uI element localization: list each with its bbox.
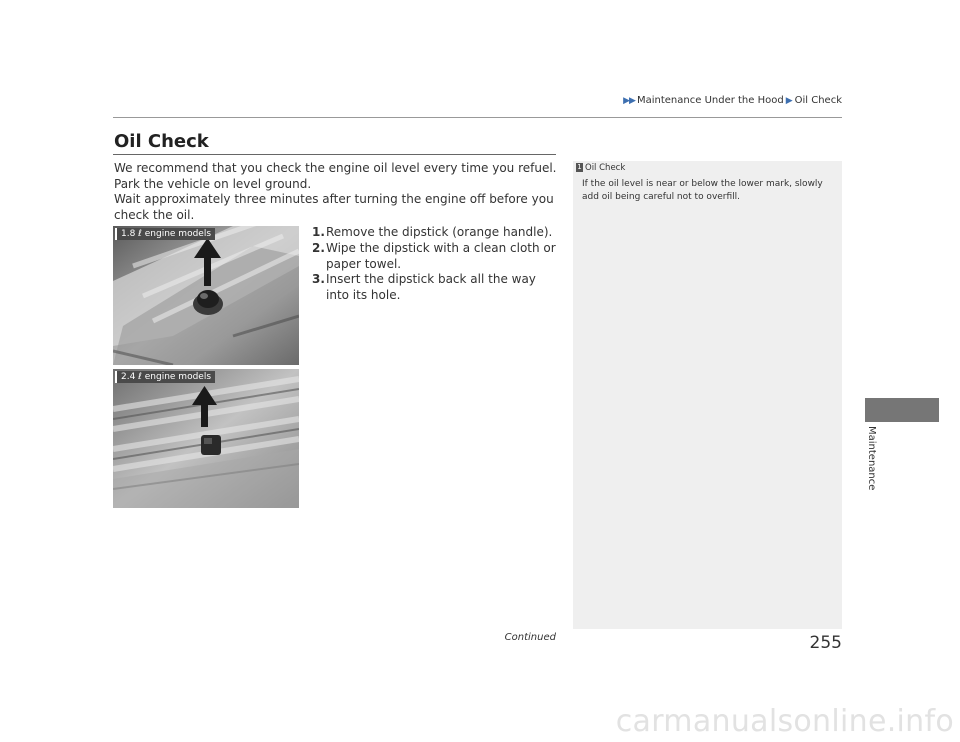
header-divider bbox=[113, 117, 842, 118]
step-text: Insert the dipstick back all the way into its hole. bbox=[326, 272, 536, 303]
intro-text bbox=[114, 161, 560, 224]
intro-paragraph: We recommend that you check the engine oil level every time you refuel. bbox=[114, 161, 557, 175]
chapter-label bbox=[866, 426, 880, 494]
breadcrumb-current: Oil Check bbox=[794, 95, 842, 106]
page-number: 255 bbox=[809, 633, 842, 653]
arrow-icon: ▶ bbox=[785, 96, 793, 106]
step-number: 1. bbox=[312, 225, 325, 239]
intro-paragraph: Wait approximately three minutes after turning the engine off before you check the oil. bbox=[114, 192, 554, 223]
watermark: carmanualsonline.info bbox=[615, 704, 954, 739]
step-item bbox=[312, 272, 560, 304]
engine-image-1-8 bbox=[113, 226, 299, 365]
step-text: Wipe the dipstick with a clean cloth or paper towel. bbox=[326, 240, 556, 271]
step-item bbox=[312, 225, 560, 241]
note-heading bbox=[576, 163, 625, 173]
step-item bbox=[312, 241, 560, 273]
breadcrumb bbox=[0, 95, 842, 106]
engine-model-label: 2.4 ℓ engine models bbox=[115, 371, 215, 383]
side-note bbox=[573, 161, 842, 629]
chapter-label-text: Maintenance bbox=[866, 426, 877, 491]
breadcrumb-parent[interactable]: Maintenance Under the Hood bbox=[636, 95, 784, 106]
note-text: If the oil level is near or below the lower mark, slowly add oil being careful not to overfill. bbox=[582, 179, 823, 202]
steps-list bbox=[312, 225, 560, 304]
note-title: Oil Check bbox=[585, 163, 626, 173]
step-text: Remove the dipstick (orange handle). bbox=[326, 225, 553, 239]
step-number: 3. bbox=[312, 272, 325, 287]
intro-paragraph: Park the vehicle on level ground. bbox=[114, 176, 312, 191]
step-number: 2. bbox=[312, 240, 325, 255]
double-arrow-icon: ▶▶ bbox=[623, 96, 635, 106]
continued-label: Continued bbox=[504, 632, 556, 643]
engine-dipstick-photo-icon bbox=[113, 369, 299, 508]
engine-image-2-4 bbox=[113, 369, 299, 508]
note-marker-icon: 1 bbox=[577, 163, 582, 171]
engine-dipstick-photo-icon bbox=[113, 226, 299, 365]
engine-model-label: 1.8 ℓ engine models bbox=[115, 228, 215, 240]
page-title: Oil Check bbox=[114, 131, 209, 152]
title-divider bbox=[113, 154, 556, 155]
chapter-tab[interactable] bbox=[865, 398, 939, 422]
